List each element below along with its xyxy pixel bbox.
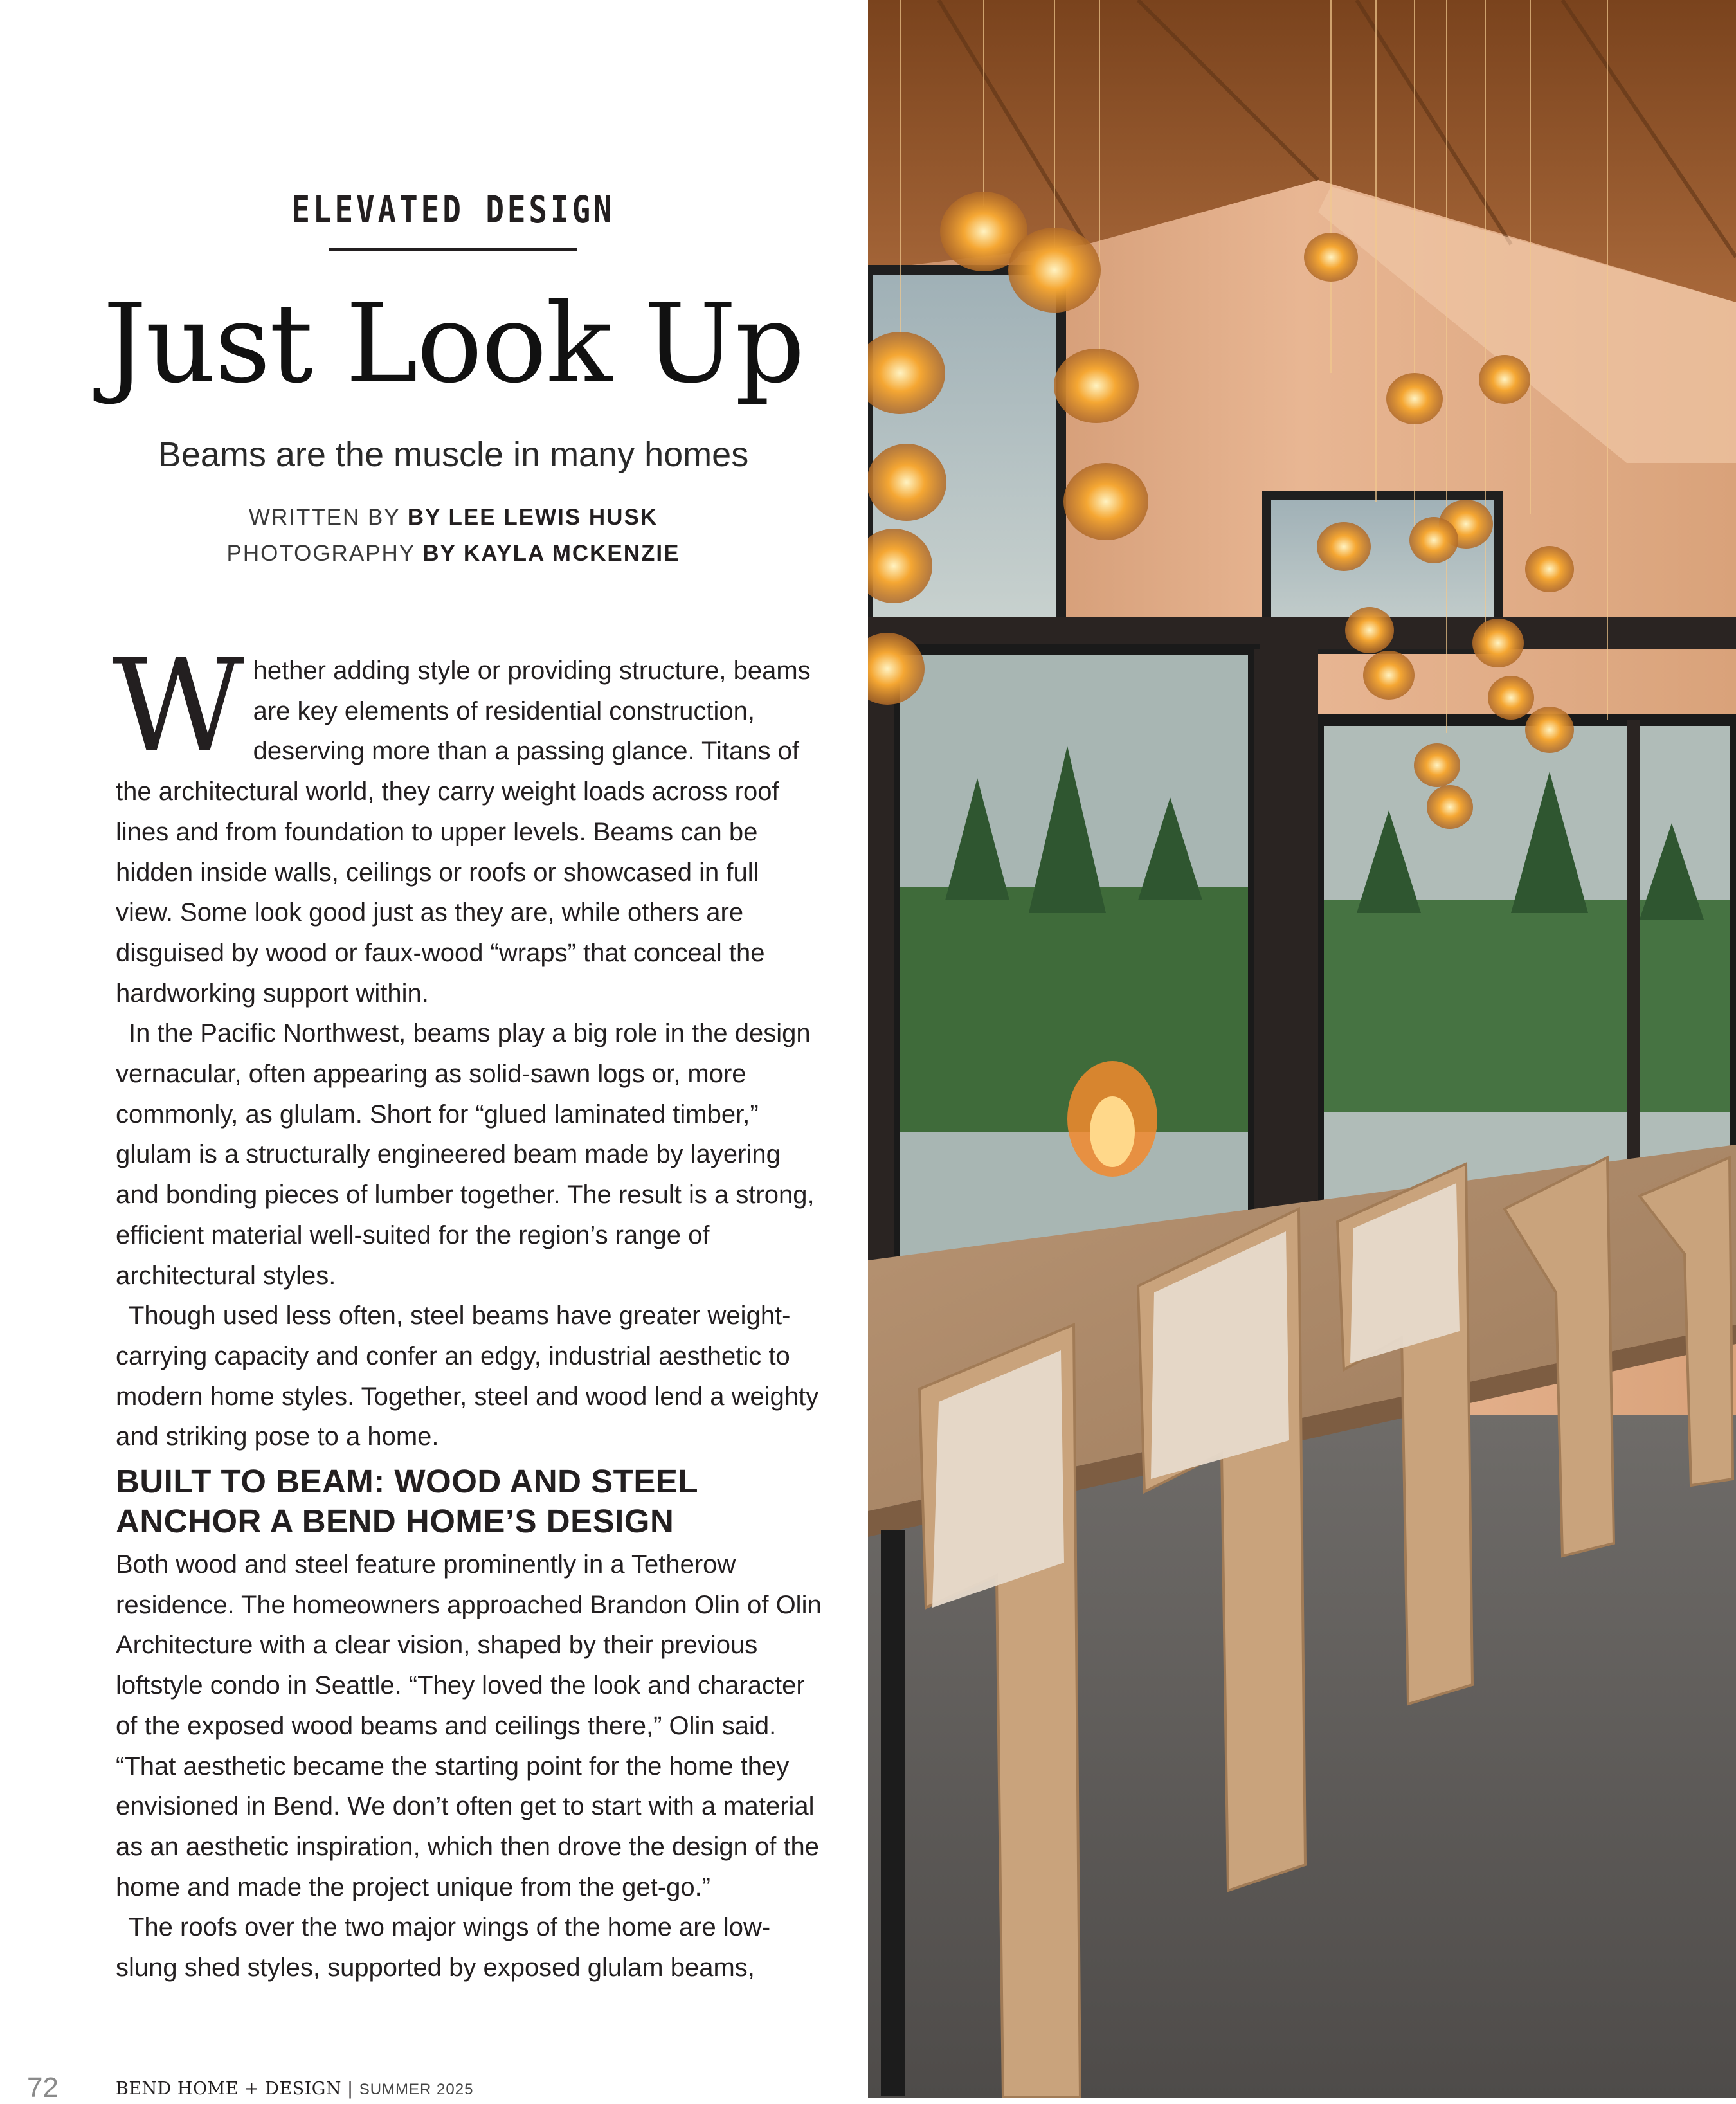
issue-date: SUMMER 2025: [359, 2081, 474, 2098]
byline-photographer-name: BY KAYLA MCKENZIE: [422, 541, 680, 566]
kicker-underline: [329, 248, 577, 251]
article-headline: Just Look Up: [103, 280, 804, 408]
paragraph: Though used less often, steel beams have greater weight-carrying capacity and confer an edgy, industrial aesthetic to modern home styles. Together, steel and wood lend a weighty and striking pose to a home.: [116, 1301, 819, 1451]
byline-photographer: [0, 538, 907, 570]
drop-cap: W: [112, 631, 244, 781]
page-number: 72: [27, 2072, 59, 2103]
text-column: [0, 0, 868, 2103]
byline-writer-label: WRITTEN BY: [248, 505, 408, 530]
publication-name: BEND HOME + DESIGN: [116, 2079, 341, 2099]
article-deck: Beams are the muscle in many homes: [158, 435, 749, 474]
publication-footer: [116, 2078, 473, 2101]
paragraph: The roofs over the two major wings of the home are low-slung shed styles, supported by exposed glulam beams,: [116, 1913, 771, 1982]
paragraph: In the Pacific Northwest, beams play a big role in the design vernacular, often appearing as solid-sawn logs or, more commonly, as glulam. Short for “glued laminated timber,” glulam is a structurally engineered beam made by layering and bonding pieces of lumber together. The result is a strong, efficient material well-suited for the region’s range of architectural styles.: [116, 1019, 815, 1290]
paragraph: Both wood and steel feature prominently in a Tetherow residence. The homeowners approached Brandon Olin of Olin Architecture with a clear vision, shaped by their previous loftstyle condo in Seattle. “They loved the look and character of the exposed wood beams and ceilings there,” Olin said. “That aesthetic became the starting point for the home they envisioned in Bend. We don’t often get to start with a material as an aesthetic inspiration, which then drove the design of the home and made the project unique from the get-go.”: [116, 1550, 822, 1901]
dining-room-photo: [868, 0, 1736, 2098]
paragraph-text: hether adding style or providing structure, beams are key elements of residential construction, deserving more than a passing glance. Titans of the architectural world, they carry weight loads across roof lines and from foundation to upper levels. Beams can be hidden inside walls, ceilings or roofs or showcased in full view. Some look good just as they are, while others are disguised by wood or faux-wood “wraps” that conceal the hardworking support within.: [116, 657, 811, 1008]
byline-writer: [0, 502, 907, 534]
article-body-section: [116, 1545, 823, 1988]
footer-separator: |: [341, 2079, 359, 2099]
article-subhead: BUILT TO BEAM: WOOD AND STEEL ANCHOR A BEND HOME’S DESIGN: [116, 1463, 698, 1539]
article-body-intro: [112, 631, 823, 1457]
section-kicker: ELEVATED DESIGN: [291, 188, 615, 231]
paragraph: [112, 631, 823, 1013]
byline-photographer-label: PHOTOGRAPHY: [226, 541, 423, 566]
byline-writer-name: BY LEE LEWIS HUSK: [407, 505, 658, 530]
